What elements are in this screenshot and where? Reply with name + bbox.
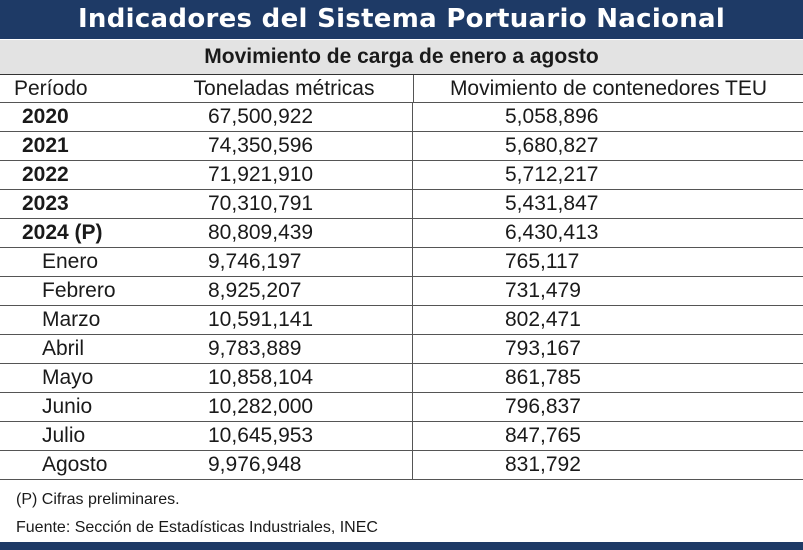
table-row: [0, 219, 803, 248]
table-row: [0, 190, 803, 219]
table-row: [0, 451, 803, 480]
period-cell: Julio: [42, 424, 86, 447]
teu-cell: 793,167: [505, 337, 581, 360]
period-cell: 2023: [22, 192, 69, 215]
table-row: [0, 277, 803, 306]
column-header-tonnes: Toneladas métricas: [155, 75, 414, 102]
table-row: [0, 132, 803, 161]
data-table: [0, 75, 803, 480]
tonnes-cell: 71,921,910: [155, 161, 413, 189]
column-header-period: Período: [14, 76, 88, 100]
teu-cell: 847,765: [505, 424, 581, 447]
table-row: [0, 306, 803, 335]
teu-cell: 831,792: [505, 453, 581, 476]
period-cell: 2024 (P): [22, 221, 103, 244]
period-cell: Agosto: [42, 453, 108, 476]
table-row: [0, 335, 803, 364]
tonnes-cell: 8,925,207: [155, 277, 413, 305]
table-row: [0, 422, 803, 451]
period-cell: Junio: [42, 395, 93, 418]
table-row: [0, 161, 803, 190]
tonnes-cell: 80,809,439: [155, 219, 413, 247]
table-row: [0, 364, 803, 393]
teu-cell: 5,712,217: [505, 163, 599, 186]
period-cell: Enero: [42, 250, 99, 273]
teu-cell: 5,431,847: [505, 192, 599, 215]
teu-cell: 861,785: [505, 366, 581, 389]
teu-cell: 765,117: [505, 250, 580, 273]
tonnes-cell: 70,310,791: [155, 190, 413, 218]
period-cell: 2020: [22, 105, 69, 128]
source-note: Fuente: Sección de Estadísticas Industriales, INEC: [16, 519, 378, 536]
teu-cell: 796,837: [505, 395, 581, 418]
period-cell: Marzo: [42, 308, 101, 331]
tonnes-cell: 9,783,889: [155, 335, 413, 363]
tonnes-cell: 67,500,922: [155, 103, 413, 131]
period-cell: 2021: [22, 134, 69, 157]
table-row: [0, 103, 803, 132]
period-cell: 2022: [22, 163, 69, 186]
period-cell: Mayo: [42, 366, 94, 389]
tonnes-cell: 10,858,104: [155, 364, 413, 392]
column-header-teu: Movimiento de contenedores TEU: [449, 76, 768, 100]
teu-cell: 731,479: [505, 279, 581, 302]
preliminary-note: (P) Cifras preliminares.: [16, 491, 180, 508]
period-cell: Febrero: [42, 279, 116, 302]
table-row: [0, 393, 803, 422]
tonnes-cell: 10,282,000: [155, 393, 413, 421]
teu-cell: 6,430,413: [505, 221, 599, 244]
tonnes-cell: 10,645,953: [155, 422, 413, 450]
page-title: Indicadores del Sistema Portuario Nacional: [0, 0, 803, 39]
tonnes-cell: 10,591,141: [155, 306, 413, 334]
teu-cell: 802,471: [505, 308, 581, 331]
teu-cell: 5,058,896: [505, 105, 599, 128]
tonnes-cell: 9,976,948: [155, 451, 413, 479]
table-subtitle: Movimiento de carga de enero a agosto: [0, 40, 803, 75]
footnotes: [16, 486, 378, 542]
table-header-row: [0, 75, 803, 103]
tonnes-cell: 74,350,596: [155, 132, 413, 160]
bottom-rule: [0, 542, 803, 550]
period-cell: Abril: [42, 337, 85, 360]
table-row: [0, 248, 803, 277]
teu-cell: 5,680,827: [505, 134, 599, 157]
tonnes-cell: 9,746,197: [155, 248, 413, 276]
